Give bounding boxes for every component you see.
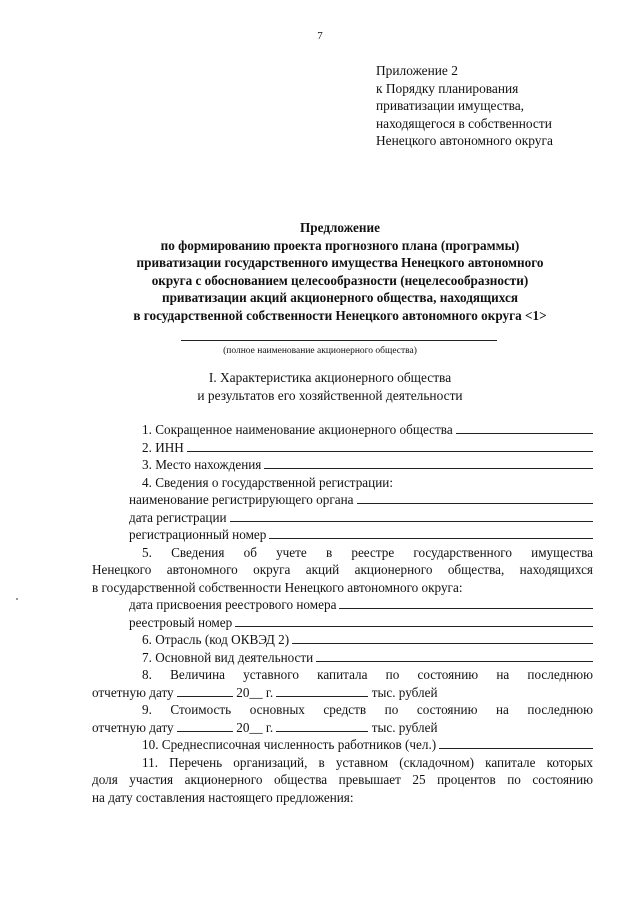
org-name-blank[interactable] <box>181 340 497 341</box>
paragraph-line: 5. Сведения об учете в реестре государственного имущества <box>142 544 593 560</box>
field-industry-code <box>117 631 593 649</box>
field-label: 20__ г. <box>236 684 274 700</box>
field-unit: тыс. рублей <box>371 719 438 735</box>
field-headcount <box>117 736 593 754</box>
field-blank[interactable] <box>235 614 593 627</box>
section-heading-line: и результатов его хозяйственной деятельности <box>197 387 463 403</box>
section-heading-line: I. Характеристика акционерного общества <box>208 370 452 385</box>
form-body <box>92 421 593 806</box>
paragraph-line: в государственной собственности Ненецкого автономного округа: <box>92 579 463 595</box>
field-main-activity <box>117 649 593 667</box>
paragraph-line: 8. Величина уставного капитала по состоянию на последнюю <box>142 667 593 682</box>
field-label: 2. ИНН <box>142 439 184 455</box>
paragraph-line: 11. Перечень организаций, в уставном (складочном) капитале которых <box>142 754 593 770</box>
field-label: 7. Основной вид деятельности <box>142 649 314 665</box>
field-registration-heading <box>117 474 593 492</box>
field-label: наименование регистрирующего органа <box>129 492 354 507</box>
field-label: отчетную дату <box>92 684 174 700</box>
field-label: дата присвоения реестрового номера <box>129 597 337 612</box>
title-line: в государственной собственности Ненецкого автономного округа <1> <box>133 307 547 323</box>
appendix-line: приватизации имущества, <box>376 98 525 113</box>
field-blank[interactable] <box>269 526 593 539</box>
field-label: 20__ г. <box>236 719 274 735</box>
field-blank[interactable] <box>264 456 593 469</box>
appendix-line: находящегося в собственности <box>376 115 552 131</box>
field-registry-number <box>117 614 593 632</box>
field-assets-date <box>92 719 593 737</box>
field-blank[interactable] <box>276 719 368 732</box>
field-registry-date <box>117 596 593 614</box>
appendix-line: Ненецкого автономного округа <box>376 133 553 148</box>
section-heading <box>0 369 640 404</box>
field-capital-date <box>92 684 593 702</box>
field-blank[interactable] <box>456 421 593 434</box>
field-blank[interactable] <box>177 684 233 697</box>
appendix-line: к Порядку планирования <box>376 80 519 96</box>
field-label: регистрационный номер <box>129 527 267 542</box>
field-blank[interactable] <box>230 509 593 522</box>
field-label: 4. Сведения о государственной регистрации: <box>142 474 393 490</box>
title-line: приватизации акций акционерного общества, находящихся <box>162 290 518 305</box>
field-blank[interactable] <box>339 596 593 609</box>
field-blank[interactable] <box>357 491 593 504</box>
field-location <box>117 456 593 474</box>
appendix-line: Приложение 2 <box>376 63 458 78</box>
document-title <box>60 219 620 324</box>
title-line: по формированию проекта прогнозного плана (программы) <box>160 237 520 253</box>
field-label: дата регистрации <box>129 509 227 525</box>
field-label: реестровый номер <box>129 614 233 630</box>
field-label: 1. Сокращенное наименование акционерного общества <box>142 422 453 437</box>
field-blank[interactable] <box>439 736 593 749</box>
field-registering-authority <box>117 491 593 509</box>
appendix-reference <box>376 62 626 150</box>
title-line: Предложение <box>300 220 380 235</box>
title-line: приватизации государственного имущества Ненецкого автономного <box>136 255 544 270</box>
field-registration-number <box>117 526 593 544</box>
field-unit: тыс. рублей <box>371 684 438 700</box>
paragraph-line: 9. Стоимость основных средств по состоянию на последнюю <box>142 702 593 717</box>
field-blank[interactable] <box>276 684 368 697</box>
page-number: 7 <box>317 30 323 42</box>
field-inn <box>117 439 593 457</box>
scan-speck <box>16 598 18 600</box>
paragraph-line: Ненецкого автономного округа акций акционерного общества, находящихся <box>92 562 593 577</box>
field-blank[interactable] <box>177 719 233 732</box>
paragraph-line: доля участия акционерного общества превышает 25 процентов по состоянию <box>92 772 593 787</box>
field-label: 6. Отрасль (код ОКВЭД 2) <box>142 632 290 647</box>
field-blank[interactable] <box>292 631 593 644</box>
field-label: 10. Среднесписочная численность работников (чел.) <box>142 737 437 752</box>
title-line: округа с обоснованием целесообразности (нецелесообразности) <box>151 272 529 288</box>
paragraph-line: на дату составления настоящего предложения: <box>92 789 354 805</box>
field-short-name <box>117 421 593 439</box>
field-label: отчетную дату <box>92 719 174 735</box>
field-registration-date <box>117 509 593 527</box>
field-blank[interactable] <box>316 649 593 662</box>
org-name-caption: (полное наименование акционерного общества) <box>223 346 417 356</box>
field-label: 3. Место нахождения <box>142 457 262 472</box>
field-blank[interactable] <box>187 439 593 452</box>
